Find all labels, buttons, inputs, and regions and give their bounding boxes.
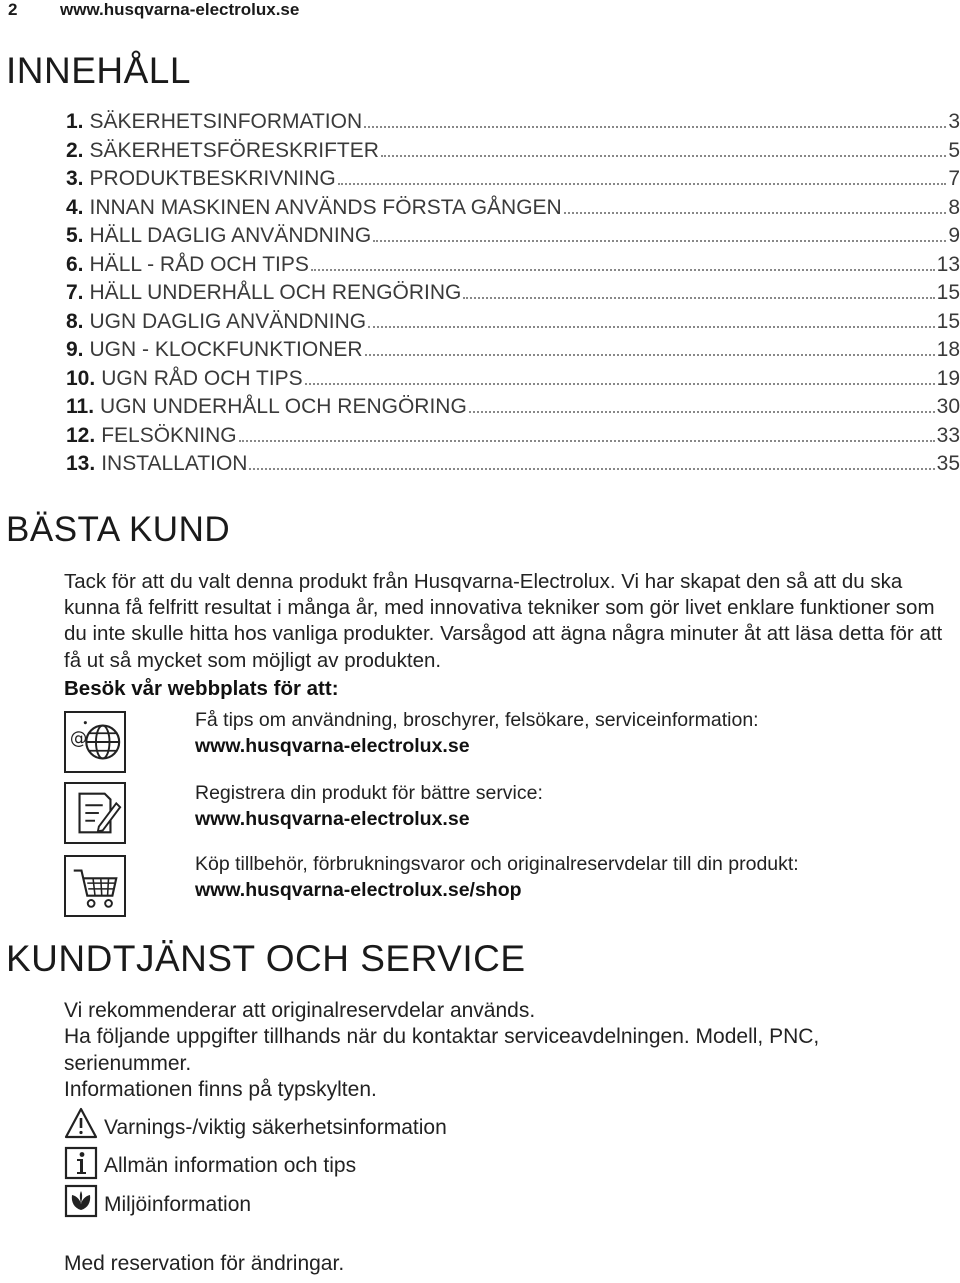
toc-item-title: INSTALLATION [101, 452, 248, 475]
toc-item-title: INNAN MASKINEN ANVÄNDS FÖRSTA GÅNGEN [89, 195, 562, 219]
toc-item-title: UGN UNDERHÅLL OCH RENGÖRING [100, 395, 467, 418]
toc-item-page: 19 [936, 366, 960, 390]
header-url[interactable]: www.husqvarna-electrolux.se [60, 0, 300, 19]
toc-item[interactable] [66, 110, 960, 139]
warning-triangle-icon [64, 1106, 98, 1140]
info-icon [64, 1146, 98, 1180]
toc-item-number: 6. [66, 252, 84, 276]
service-line-1: Vi rekommenderar att originalreservdelar används. [64, 999, 536, 1022]
service-line-2: Ha följande uppgifter tillhands när du kontaktar serviceavdelningen. Modell, PNC, serienummer. [64, 1025, 820, 1075]
toc-item-number: 2. [66, 138, 84, 162]
toc-leader-dots [249, 468, 934, 470]
toc-leader-dots [373, 240, 946, 242]
toc-item-number: 4. [66, 195, 84, 219]
toc-item-title: HÄLL - RÅD OCH TIPS [89, 252, 309, 276]
toc-item[interactable] [66, 452, 960, 481]
toc-item-title: HÄLL DAGLIG ANVÄNDNING [89, 224, 372, 247]
footer-note: Med reservation för ändringar. [64, 1252, 345, 1275]
toc-item-page: 15 [936, 309, 960, 333]
service-heading: KUNDTJÄNST OCH SERVICE [6, 938, 526, 979]
toc-item[interactable] [66, 424, 960, 453]
register-notepad-icon [64, 782, 126, 844]
warning-label: Varnings-/viktig säkerhetsinformation [104, 1116, 447, 1139]
environment-label: Miljöinformation [104, 1193, 252, 1216]
toc-item-title: SÄKERHETSFÖRESKRIFTER [89, 138, 379, 162]
environment-leaf-icon [64, 1184, 98, 1218]
info-label: Allmän information och tips [104, 1154, 357, 1177]
toc-leader-dots [368, 326, 935, 328]
toc-item-page: 5 [948, 138, 960, 162]
toc-item-page: 9 [948, 224, 960, 247]
toc-item[interactable] [66, 310, 960, 339]
toc-leader-dots [338, 183, 947, 185]
toc-item-title: HÄLL UNDERHÅLL OCH RENGÖRING [89, 281, 462, 304]
toc-leader-dots [469, 411, 935, 413]
toc-leader-dots [463, 297, 934, 299]
toc-item-page: 18 [936, 338, 960, 361]
toc-item-page: 33 [936, 423, 960, 447]
toc-item[interactable] [66, 367, 960, 396]
toc-item-number: 7. [66, 281, 84, 304]
toc-item-number: 9. [66, 338, 84, 361]
page-number: 2 [8, 0, 18, 19]
toc-item-page: 13 [936, 252, 960, 276]
toc-item[interactable] [66, 139, 960, 168]
toc-item[interactable] [66, 253, 960, 282]
toc-item-title: UGN - KLOCKFUNKTIONER [89, 338, 363, 361]
toc-item[interactable] [66, 338, 960, 367]
toc-item-page: 3 [948, 110, 960, 133]
shopping-cart-icon [64, 855, 126, 917]
toc-item-page: 35 [936, 452, 960, 475]
tips-text: Få tips om användning, broschyrer, felsökare, serviceinformation: [195, 709, 759, 731]
visit-label: Besök vår webbplats för att: [64, 677, 339, 700]
toc-item-number: 13. [66, 452, 96, 475]
toc-item-title: SÄKERHETSINFORMATION [89, 110, 363, 133]
toc-item-number: 11. [66, 395, 95, 418]
toc-heading: INNEHÅLL [6, 50, 191, 91]
service-line-3: Informationen finns på typskylten. [64, 1078, 377, 1101]
table-of-contents [66, 110, 960, 481]
toc-leader-dots [364, 126, 946, 128]
toc-item-number: 1. [66, 110, 84, 133]
toc-leader-dots [564, 212, 947, 214]
toc-item[interactable] [66, 224, 960, 253]
toc-item-page: 7 [948, 167, 960, 190]
toc-item[interactable] [66, 167, 960, 196]
toc-leader-dots [305, 383, 935, 385]
intro-paragraph: Tack för att du valt denna produkt från Husqvarna-Electrolux. Vi har skapat den så att du ska kunna få felfritt resultat i många år, med innovativa tekniker som gör livet enklare funktioner som du inte skulle hitta hos vanliga produkter. Varsågod att ägna några minuter åt att läsa detta för att få ut så mycket som möjligt av produkten. [64, 570, 943, 672]
toc-leader-dots [239, 440, 935, 442]
toc-item-page: 30 [936, 395, 960, 418]
toc-item[interactable] [66, 281, 960, 310]
toc-item-number: 10. [66, 366, 96, 390]
tips-link[interactable]: www.husqvarna-electrolux.se [195, 735, 470, 757]
dear-customer-heading: BÄSTA KUND [6, 510, 231, 549]
toc-item-title: PRODUKTBESKRIVNING [89, 167, 336, 190]
toc-item-number: 12. [66, 423, 96, 447]
register-link[interactable]: www.husqvarna-electrolux.se [195, 808, 470, 830]
toc-leader-dots [311, 269, 935, 271]
toc-item-page: 15 [936, 281, 960, 304]
toc-item-page: 8 [948, 195, 960, 219]
toc-item-title: FELSÖKNING [101, 423, 237, 447]
toc-item-number: 5. [66, 224, 84, 247]
toc-item[interactable] [66, 196, 960, 225]
shop-link[interactable]: www.husqvarna-electrolux.se/shop [195, 879, 522, 901]
shop-text: Köp tillbehör, förbrukningsvaror och originalreservdelar till din produkt: [195, 853, 799, 875]
toc-leader-dots [381, 155, 946, 157]
toc-item-number: 8. [66, 309, 84, 333]
web-globe-icon [64, 711, 126, 773]
toc-leader-dots [365, 354, 935, 356]
toc-item[interactable] [66, 395, 960, 424]
toc-item-title: UGN DAGLIG ANVÄNDNING [89, 309, 367, 333]
svg-text:@: @ [69, 728, 88, 749]
register-text: Registrera din produkt för bättre service: [195, 782, 543, 804]
toc-item-number: 3. [66, 167, 84, 190]
toc-item-title: UGN RÅD OCH TIPS [101, 366, 303, 390]
